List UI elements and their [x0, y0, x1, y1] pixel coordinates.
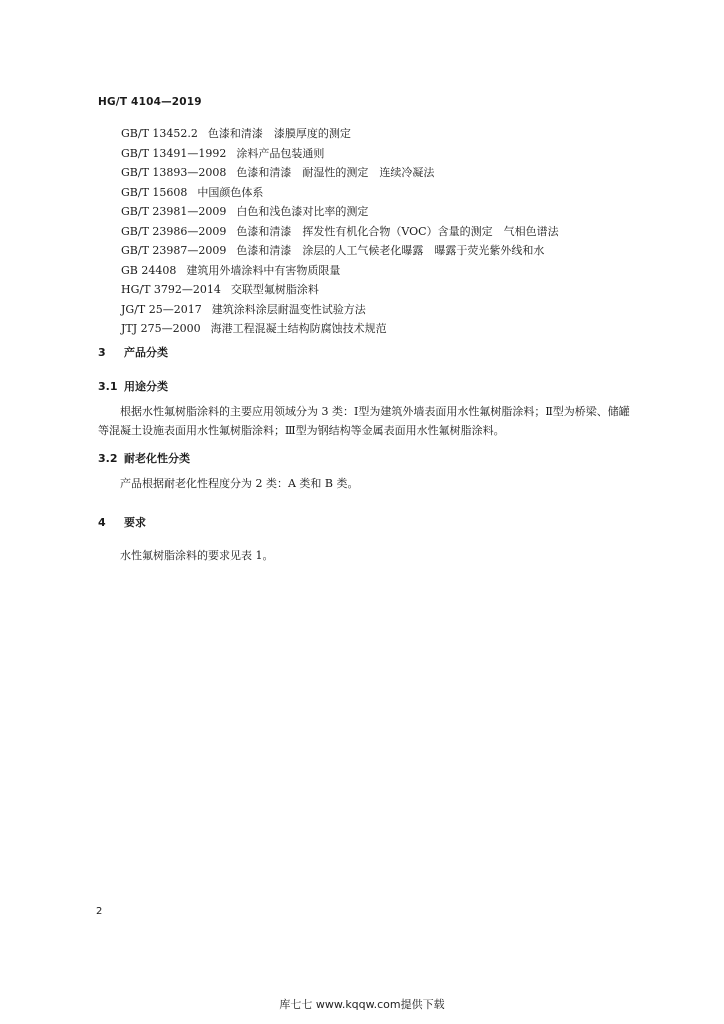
reference-title: 中国颜色体系 [197, 185, 264, 199]
reference-title: 海港工程混凝土结构防腐蚀技术规范 [210, 322, 387, 335]
subsection-heading [98, 450, 190, 466]
reference-code: GB/T 13452.2 [121, 127, 198, 140]
reference-title: 涂料产品包装通则 [236, 146, 325, 160]
reference-item [121, 280, 559, 300]
reference-code: GB/T 13491—1992 [121, 146, 227, 160]
paragraph-text: 水性氟树脂涂料的要求见表 1。 [120, 549, 274, 562]
reference-title: 色漆和清漆 耐湿性的测定 连续冷凝法 [236, 166, 435, 179]
reference-item [121, 241, 559, 261]
reference-item [121, 124, 559, 144]
reference-item [121, 300, 559, 320]
reference-title: 建筑涂料涂层耐温变性试验方法 [211, 302, 366, 316]
subsection-heading [98, 378, 168, 394]
reference-code: GB/T 15608 [121, 185, 188, 199]
normative-references-list [121, 124, 559, 339]
reference-item [121, 183, 559, 203]
section-title: 要求 [124, 516, 146, 529]
reference-code: GB 24408 [121, 263, 177, 277]
page-number: 2 [96, 906, 103, 917]
reference-item [121, 261, 559, 281]
reference-code: GB/T 23986—2009 [121, 224, 227, 238]
reference-code: GB/T 13893—2008 [121, 166, 227, 179]
standard-code-header: HG/T 4104—2019 [98, 96, 202, 108]
reference-title: 交联型氟树脂涂料 [230, 283, 319, 296]
download-watermark: 库七七 www.kqqw.com提供下载 [279, 998, 445, 1011]
reference-code: JTJ 275—2000 [121, 322, 201, 335]
subsection-title: 耐老化性分类 [124, 452, 190, 465]
reference-title: 色漆和清漆 漆膜厚度的测定 [207, 127, 351, 140]
reference-code: GB/T 23987—2009 [121, 244, 227, 257]
reference-title: 白色和浅色漆对比率的测定 [236, 205, 369, 218]
reference-code: HG/T 3792—2014 [121, 283, 221, 296]
reference-item [121, 163, 559, 183]
paragraph-text: 根据水性氟树脂涂料的主要应用领域分为 3 类：Ⅰ型为建筑外墙表面用水性氟树脂涂料；Ⅱ型为桥梁、储罐等混凝土设施表面用水性氟树脂涂料；Ⅲ型为钢结构等金属表面用水性氟树脂涂料。 [98, 405, 630, 437]
reference-item [121, 202, 559, 222]
section-heading [98, 514, 146, 530]
reference-code: JG/T 25—2017 [121, 302, 202, 316]
reference-title: 色漆和清漆 涂层的人工气候老化曝露 曝露于荧光紫外线和水 [236, 244, 545, 257]
reference-title: 建筑用外墙涂料中有害物质限量 [186, 263, 341, 277]
subsection-title: 用途分类 [124, 380, 168, 393]
paragraph-text: 产品根据耐老化性程度分为 2 类：A 类和 B 类。 [120, 477, 359, 490]
section-title: 产品分类 [124, 346, 168, 359]
subsection-number: 3.1 [98, 380, 118, 393]
reference-item [121, 144, 559, 164]
paragraph-usage-classification [98, 402, 638, 440]
section-number: 4 [98, 516, 106, 529]
subsection-number: 3.2 [98, 452, 118, 465]
reference-item [121, 222, 559, 242]
section-heading [98, 344, 168, 360]
reference-title: 色漆和清漆 挥发性有机化合物（VOC）含量的测定 气相色谱法 [236, 224, 559, 238]
reference-code: GB/T 23981—2009 [121, 205, 227, 218]
paragraph-requirements [98, 546, 638, 565]
reference-item [121, 319, 559, 339]
paragraph-aging-classification [98, 474, 638, 493]
section-number: 3 [98, 346, 106, 359]
